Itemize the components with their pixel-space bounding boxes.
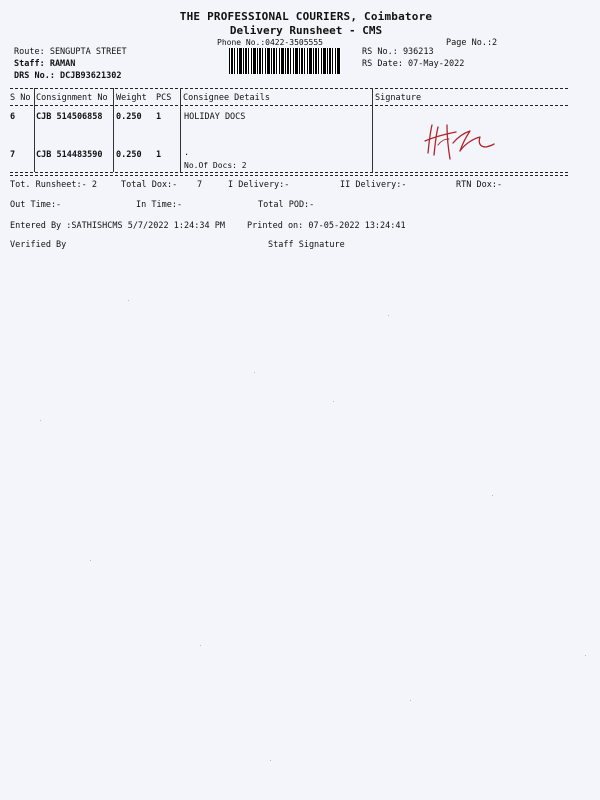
printed-on: Printed on: 07-05-2022 13:24:41 (247, 221, 406, 231)
scan-speck (585, 655, 586, 656)
first-delivery: I Delivery:- (228, 180, 290, 190)
rs-date: RS Date: 07-May-2022 (362, 59, 465, 69)
total-runsheet: Tot. Runsheet:- 2 (10, 180, 97, 190)
table-bottom-rule-2 (10, 175, 568, 176)
company-title: THE PROFESSIONAL COURIERS, Coimbatore (179, 10, 433, 23)
row-consignee: . (184, 148, 190, 158)
row-doc-count: No.Of Docs: 2 (184, 161, 247, 170)
header-signature: Signature (375, 93, 422, 103)
document-subtitle: Delivery Runsheet - CMS (229, 24, 383, 37)
header-weight: Weight (116, 93, 147, 103)
scan-speck (333, 401, 334, 402)
page-number: Page No.:2 (446, 38, 498, 48)
rs-number: RS No.: 936213 (362, 47, 434, 57)
table-bottom-rule (10, 172, 568, 173)
phone-number: Phone No.:0422-3505555 (217, 38, 323, 47)
out-time: Out Time:- (10, 200, 62, 210)
col-divider (180, 88, 181, 172)
col-divider (113, 88, 114, 172)
scan-speck (410, 700, 411, 701)
row-consignment-no: CJB 514483590 (36, 150, 103, 160)
header-consignment-no: Consignment No (36, 93, 108, 103)
scan-speck (492, 495, 493, 496)
row-sno: 6 (10, 112, 16, 122)
scan-speck (90, 560, 91, 561)
handwritten-signature (420, 115, 500, 163)
row-consignee: HOLIDAY DOCS (184, 112, 246, 122)
barcode-image (229, 48, 341, 74)
row-consignment-no: CJB 514506858 (36, 112, 103, 122)
scan-speck (128, 300, 129, 301)
table-top-rule (10, 88, 568, 89)
header-sno: S No (10, 93, 31, 103)
total-pod: Total POD:- (258, 200, 315, 210)
row-weight: 0.250 (116, 150, 142, 160)
total-dox-label: Total Dox:- (121, 180, 178, 190)
scan-speck (254, 372, 255, 373)
total-dox-value: 7 (197, 180, 203, 190)
row-pcs: 1 (156, 112, 162, 122)
row-sno: 7 (10, 150, 16, 160)
col-divider (372, 88, 373, 172)
staff-label: Staff: RAMAN (14, 59, 76, 69)
verified-by: Verified By (10, 240, 67, 250)
entered-by: Entered By :SATHISHCMS 5/7/2022 1:24:34 PM (10, 221, 225, 231)
col-divider (34, 88, 35, 172)
rtn-dox: RTN Dox:- (456, 180, 503, 190)
scan-speck (40, 420, 41, 421)
second-delivery: II Delivery:- (340, 180, 407, 190)
scan-speck (388, 315, 389, 316)
header-pcs: PCS (156, 93, 172, 103)
table-header-rule (10, 105, 568, 106)
staff-signature-label: Staff Signature (268, 240, 345, 250)
header-consignee-details: Consignee Details (183, 93, 270, 103)
scan-speck (200, 645, 201, 646)
route-label: Route: SENGUPTA STREET (14, 47, 127, 57)
scan-speck (270, 760, 271, 761)
in-time: In Time:- (136, 200, 183, 210)
drs-number: DRS No.: DCJB93621302 (14, 71, 122, 81)
row-pcs: 1 (156, 150, 162, 160)
row-weight: 0.250 (116, 112, 142, 122)
